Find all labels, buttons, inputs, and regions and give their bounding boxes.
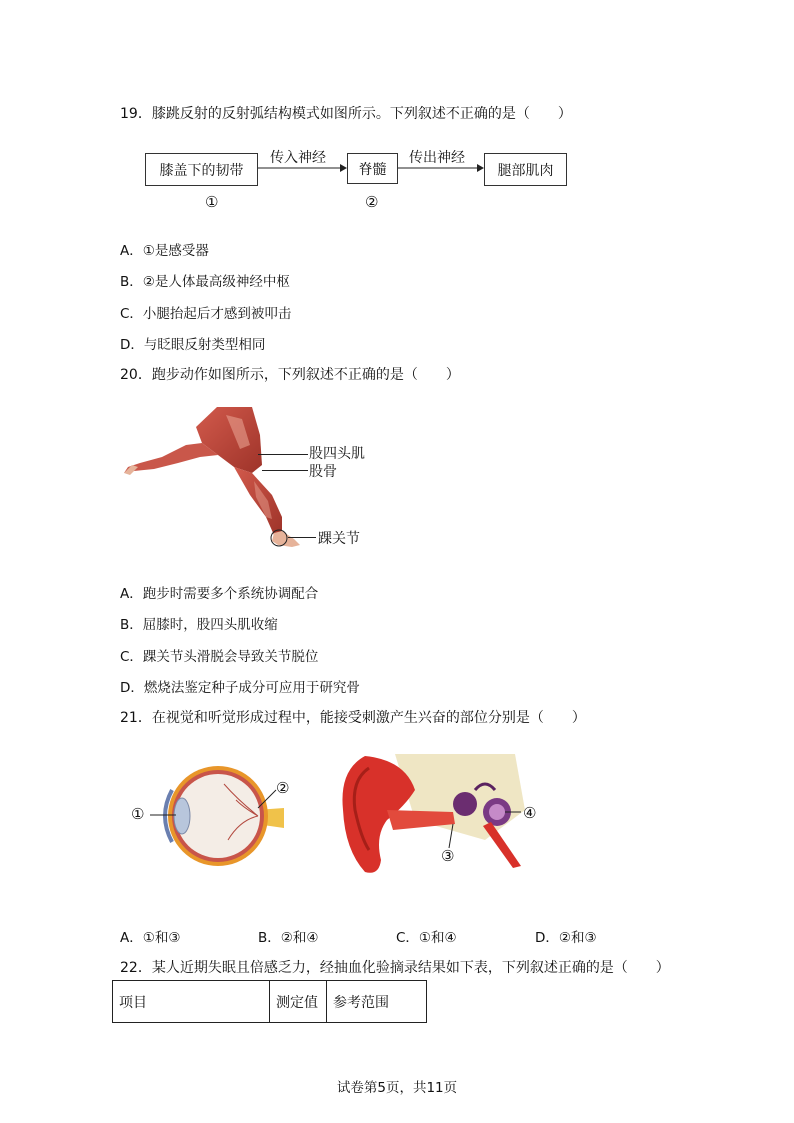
q21-mark-3: ③ xyxy=(441,847,455,865)
q22-results-table xyxy=(112,980,427,1023)
q20-option-d: D．燃烧法鉴定种子成分可应用于研究骨 xyxy=(120,680,360,696)
q19-option-b: B．②是人体最高级神经中枢 xyxy=(120,274,290,290)
q19-option-d: D．与眨眼反射类型相同 xyxy=(120,337,266,353)
q20-stem: 20．跑步动作如图所示，下列叙述不正确的是（ ） xyxy=(120,367,460,383)
ear-illustration xyxy=(335,750,535,880)
q19-efferent-label: 传出神经 xyxy=(409,150,465,166)
q21-option-d: D．②和③ xyxy=(535,930,597,946)
eye-illustration xyxy=(128,760,288,870)
q22-stem: 22．某人近期失眠且倍感乏力，经抽血化验摘录结果如下表，下列叙述正确的是（ ） xyxy=(120,960,670,976)
table-header-item: 项目 xyxy=(113,981,270,1023)
q19-box-leg-muscle: 腿部肌肉 xyxy=(484,153,567,186)
q19-option-c: C．小腿抬起后才感到被叩击 xyxy=(120,306,292,322)
label-femur: 股骨 xyxy=(309,464,337,480)
q20-option-a: A．跑步时需要多个系统协调配合 xyxy=(120,586,319,602)
leader-joint xyxy=(288,537,316,538)
q20-option-c: C．踝关节头滑脱会导致关节脱位 xyxy=(120,649,319,665)
q21-option-a: A．①和③ xyxy=(120,930,181,946)
q19-box-spinal-cord: 脊髓 xyxy=(347,153,398,184)
page-footer: 试卷第5页，共11页 xyxy=(336,1080,458,1096)
q19-box-ligament: 膝盖下的韧带 xyxy=(145,153,258,186)
q21-mark-4: ④ xyxy=(523,804,537,822)
label-quadriceps: 股四头肌 xyxy=(309,446,365,462)
q19-mark-2: ② xyxy=(365,193,379,211)
q19-mark-1: ① xyxy=(205,193,219,211)
q20-option-b: B．屈膝时，股四头肌收缩 xyxy=(120,617,278,633)
q21-option-b: B．②和④ xyxy=(258,930,319,946)
q19-stem: 19．膝跳反射的反射弧结构模式如图所示。下列叙述不正确的是（ ） xyxy=(120,106,572,122)
leg-muscle-illustration xyxy=(122,405,302,555)
q19-arrow1-icon xyxy=(258,162,348,174)
q21-stem: 21．在视觉和听觉形成过程中，能接受刺激产生兴奋的部位分别是（ ） xyxy=(120,710,586,726)
leader-muscle xyxy=(258,454,308,455)
table-header-reference: 参考范围 xyxy=(327,981,427,1023)
q21-mark-1: ① xyxy=(131,805,145,823)
table-header-measured: 测定值 xyxy=(270,981,327,1023)
q21-mark-2: ② xyxy=(276,779,290,797)
table-row xyxy=(113,981,427,1023)
label-ankle-joint: 踝关节 xyxy=(318,531,360,547)
q19-arrow2-icon xyxy=(398,162,485,174)
q21-option-c: C．①和④ xyxy=(396,930,457,946)
q19-option-a: A．①是感受器 xyxy=(120,243,209,259)
q19-afferent-label: 传入神经 xyxy=(270,150,326,166)
leader-bone xyxy=(262,470,308,471)
